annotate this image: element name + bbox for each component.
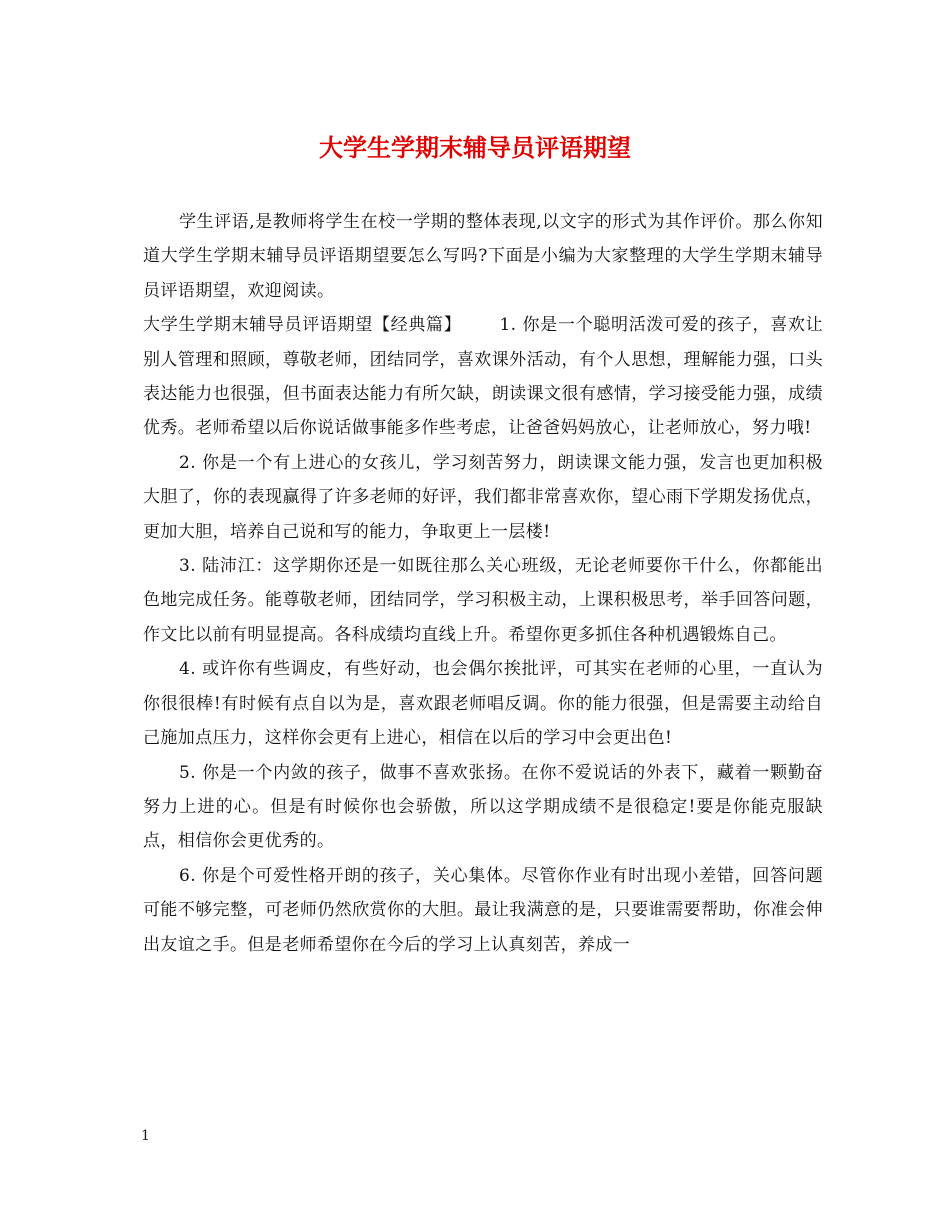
page-number: 1	[141, 1128, 150, 1144]
comment-item-4: 4. 或许你有些调皮，有些好动，也会偶尔挨批评，可其实在老师的心里，一直认为你很很棒!有时候有点自以为是，喜欢跟老师唱反调。你的能力很强，但是需要主动给自己施加点压力，这样你会更有上进心，相信在以后的学习中会更出色!	[143, 659, 823, 749]
comment-item-6: 6. 你是个可爱性格开朗的孩子，关心集体。尽管你作业有时出现小差错，回答问题可能不够完整，可老师仍然欣赏你的大胆。最让我满意的是，只要谁需要帮助，你准会伸出友谊之手。但是老师希望你在今后的学习上认真刻苦，养成一	[143, 865, 823, 955]
document-body	[143, 205, 823, 962]
comment-item-2: 2. 你是一个有上进心的女孩儿，学习刻苦努力，朗读课文能力强，发言也更加积极大胆了，你的表现赢得了许多老师的好评，我们都非常喜欢你，望心雨下学期发扬优点，更加大胆，培养自己说和写的能力，争取更上一层楼!	[143, 452, 823, 542]
section-paragraph	[143, 308, 823, 446]
document-title: 大学生学期末辅导员评语期望	[319, 134, 631, 162]
section-heading: 大学生学期末辅导员评语期望【经典篇】	[143, 315, 462, 336]
comment-item-1: 1. 你是一个聪明活泼可爱的孩子，喜欢让别人管理和照顾，尊敬老师，团结同学，喜欢课外活动，有个人思想，理解能力强，口头表达能力也很强，但书面表达能力有所欠缺，朗读课文很有感情，学习接受能力强，成绩优秀。老师希望以后你说话做事能多作些考虑，让爸爸妈妈放心，让老师放心，努力哦!	[143, 315, 824, 439]
intro-paragraph: 学生评语,是教师将学生在校一学期的整体表现,以文字的形式为其作评价。那么你知道大学生学期末辅导员评语期望要怎么写吗?下面是小编为大家整理的大学生学期末辅导员评语期望，欢迎阅读。	[143, 212, 823, 301]
comment-item-5: 5. 你是一个内敛的孩子，做事不喜欢张扬。在你不爱说话的外表下，藏着一颗勤奋努力上进的心。但是有时候你也会骄傲，所以这学期成绩不是很稳定!要是你能克服缺点，相信你会更优秀的。	[143, 762, 823, 852]
comment-item-3: 3. 陆沛江：这学期你还是一如既往那么关心班级，无论老师要你干什么，你都能出色地完成任务。能尊敬老师，团结同学，学习积极主动，上课积极思考，举手回答问题，作文比以前有明显提高。各科成绩均直线上升。希望你更多抓住各种机遇锻炼自己。	[143, 556, 823, 645]
